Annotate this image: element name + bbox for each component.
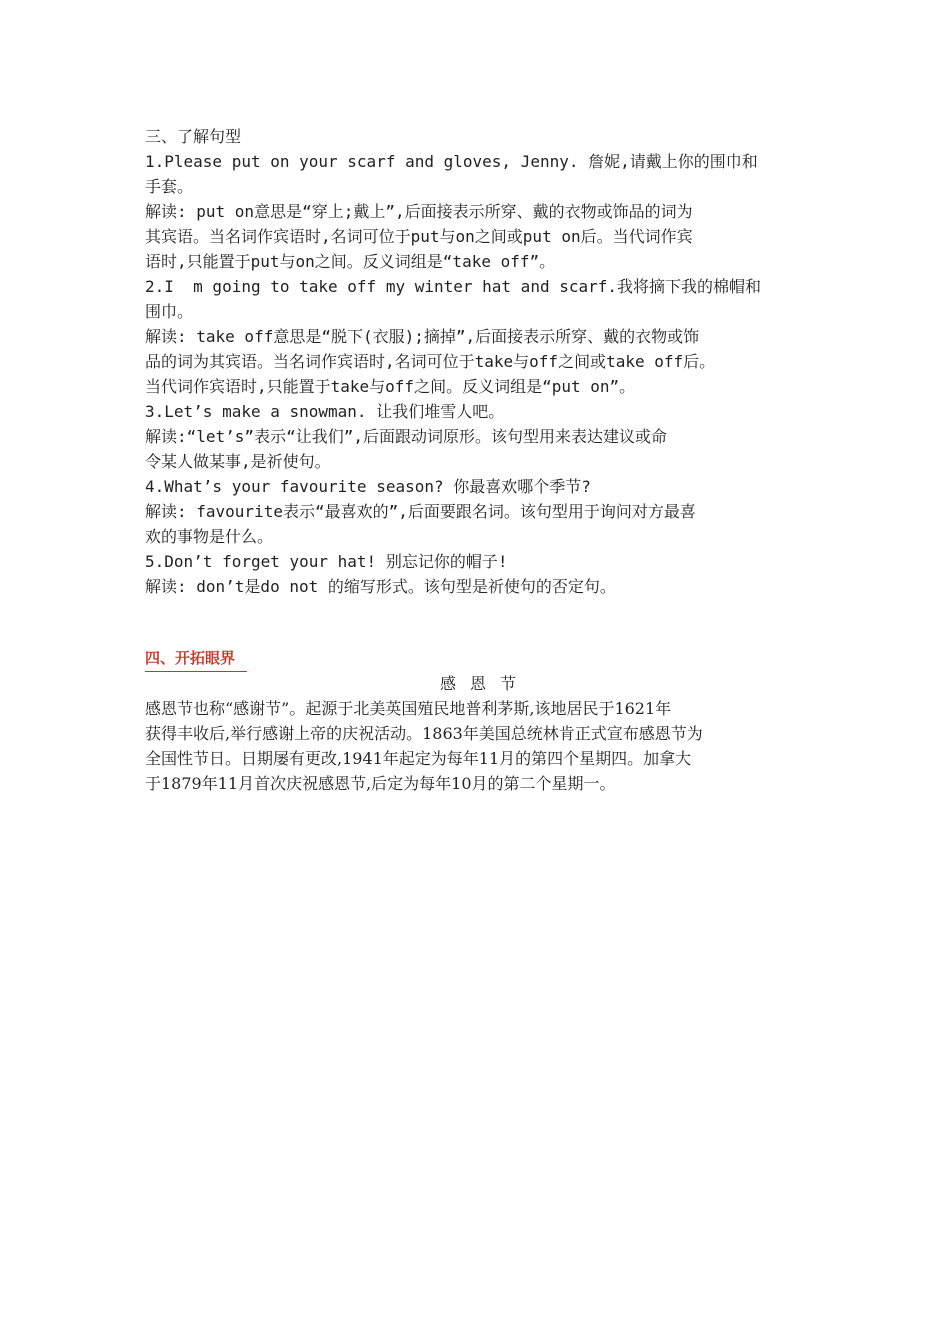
explanation-1-line-2: 其宾语。当名词作宾语时,名词可位于put与on之间或put on后。当代词作宾 — [145, 227, 693, 246]
explanation-1-line-3: 语时,只能置于put与on之间。反义词组是“take off”。 — [145, 252, 556, 271]
article-line-2: 获得丰收后,举行感谢上帝的庆祝活动。1863年美国总统林肯正式宣布感恩节为 — [145, 724, 703, 743]
section-heading-4: 四、开拓眼界 — [145, 646, 247, 672]
document-page — [145, 124, 825, 796]
section-heading-3: 三、了解句型 — [145, 127, 242, 146]
sentence-2-line-2: 围巾。 — [145, 302, 194, 321]
sentence-3: 3.Let’s make a snowman. 让我们堆雪人吧。 — [145, 402, 505, 421]
article-line-4: 于1879年11月首次庆祝感恩节,后定为每年10月的第二个星期一。 — [145, 774, 616, 793]
article-title: 感恩节 — [439, 674, 530, 693]
explanation-3-line-2: 令某人做某事,是祈使句。 — [145, 452, 331, 471]
explanation-4-line-2: 欢的事物是什么。 — [145, 527, 274, 546]
article-line-1: 感恩节也称“感谢节”。起源于北美英国殖民地普利茅斯,该地居民于1621年 — [145, 699, 672, 718]
article-line-3: 全国性节日。日期屡有更改,1941年起定为每年11月的第四个星期四。加拿大 — [145, 749, 692, 768]
explanation-2-line-2: 品的词为其宾语。当名词作宾语时,名词可位于take与off之间或take off后。 — [145, 352, 716, 371]
sentence-1-line-2: 手套。 — [145, 177, 194, 196]
sentence-2-line-1: 2.I m going to take off my winter hat and scarf.我将摘下我的棉帽和 — [145, 277, 762, 296]
section-heading-4-wrap — [145, 646, 825, 672]
explanation-3-line-1: 解读:“let’s”表示“让我们”,后面跟动词原形。该句型用来表达建议或命 — [145, 427, 667, 446]
explanation-1-line-1: 解读: put on意思是“穿上;戴上”,后面接表示所穿、戴的衣物或饰品的词为 — [145, 202, 693, 221]
explanation-4-line-1: 解读: favourite表示“最喜欢的”,后面要跟名词。该句型用于询问对方最喜 — [145, 502, 696, 521]
sentence-1-line-1: 1.Please put on your scarf and gloves, Jenny. 詹妮,请戴上你的围巾和 — [145, 152, 758, 171]
sentence-4: 4.What’s your favourite season? 你最喜欢哪个季节? — [145, 477, 591, 496]
explanation-2-line-1: 解读: take off意思是“脱下(衣服);摘掉”,后面接表示所穿、戴的衣物或饰 — [145, 327, 700, 346]
section-spacer — [145, 599, 825, 646]
explanation-2-line-3: 当代词作宾语时,只能置于take与off之间。反义词组是“put on”。 — [145, 377, 636, 396]
explanation-5: 解读: don’t是do not 的缩写形式。该句型是祈使句的否定句。 — [145, 577, 616, 596]
sentence-5: 5.Don’t forget your hat! 别忘记你的帽子! — [145, 552, 508, 571]
